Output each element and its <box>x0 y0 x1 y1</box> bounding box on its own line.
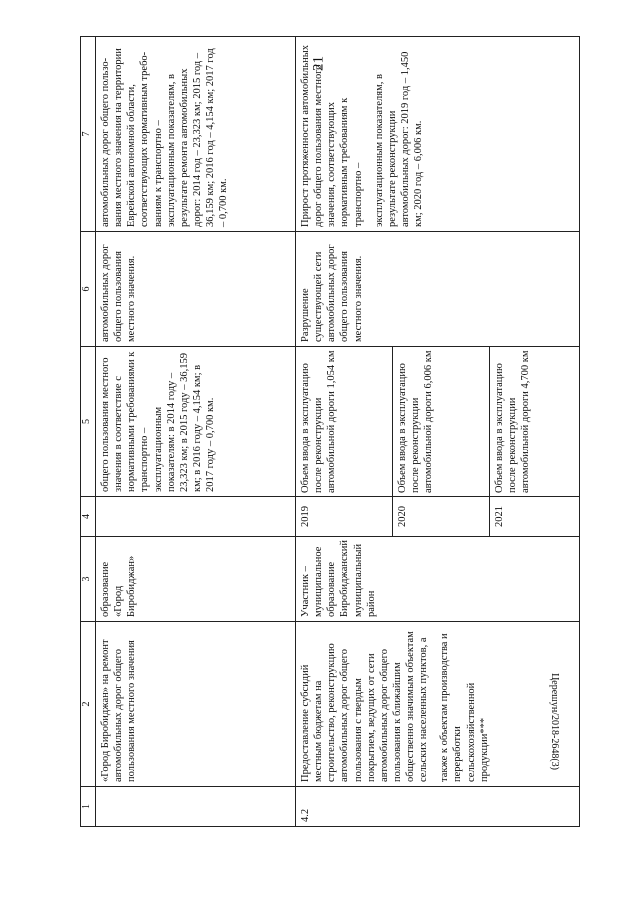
row1-year <box>96 497 296 537</box>
rotated-table-page <box>80 37 580 827</box>
row2-activity <box>296 622 580 787</box>
row2-activity-part1: Предоставление субсидий местным бюджетам на строительство, реконструкцию автомобильных дорог общего пользования с твердым покрытием, ведущих от сети автомобильных дорог общего пользования к ближайшим общественно значимым объектам сельских населенных пунктов, а <box>300 631 430 782</box>
row1-activity: «Город Биробиджан» на ремонт автомобильных дорог общего пользования местного значения <box>96 622 296 787</box>
row1-indicator: автомобильных дорог общего пользо-вания местного значения на территории Еврейской автономной области, соответствующих нормативным требо-ваниям к транспортно – эксплуатационным показателям, в результате ремонта автомобильных дорог: 2014 год – 23,323 км; 2015 год – 36,159 км; 2016 год – 4,154 км; 2017 год – 0,700 км. <box>96 37 296 232</box>
header-col-5: 5 <box>81 347 96 497</box>
result-2019: Объем ввода в эксплуатацию после реконструкции автомобильной дороги 1,054 км <box>296 347 393 496</box>
header-col-2: 2 <box>81 622 96 787</box>
table-row <box>296 37 580 827</box>
row2-activity-part2: также к объектам производства и переработки сельскохозяйственной продукции*** <box>439 633 490 782</box>
row2-results <box>296 347 580 497</box>
row2-consequence: Разрушение существующей сети автомобильных дорог общего пользования местного значения. <box>296 232 580 347</box>
program-table <box>80 36 580 827</box>
header-col-3: 3 <box>81 537 96 622</box>
year-2020: 2020 <box>393 497 490 536</box>
row2-indicator <box>296 37 580 232</box>
row1-executor: образование «Город Биробиджан» <box>96 537 296 622</box>
row1-consequence: автомобильных дорог общего пользования местного значения. <box>96 232 296 347</box>
row2-number: 4.2 <box>296 787 580 827</box>
year-2019: 2019 <box>296 497 393 536</box>
result-2021: Объем ввода в эксплуатацию после реконструкции автомобильной дороги 4,700 км <box>494 350 532 493</box>
page-number: 21 <box>310 56 327 71</box>
footer-code: Церешун/2018-2648(3) <box>549 673 560 770</box>
row2-indicator-part1: Прирост протяженности автомобильных дорог общего пользования местного значения, соответствующих нормативным требованиям к транспортно – <box>300 44 364 227</box>
row1-number <box>96 787 296 827</box>
row2-years <box>296 497 580 537</box>
header-col-1: 1 <box>81 787 96 827</box>
table-row <box>96 37 296 827</box>
header-col-4: 4 <box>81 497 96 537</box>
row1-result: общего пользования местного значения в соответствие с нормативными требованиями к транспортно – эксплуатационным показателям: в 2014 году – 23,323 км; в 2015 году – 36,159 км; в 2016 году – 4,154 км; в 2017 году – 0,700 км. <box>96 347 296 497</box>
year-2021: 2021 <box>494 506 505 527</box>
row2-indicator-part2: эксплуатационным показателям, в результате реконструкции автомобильных дорог: 2019 год – 1,450 км; 2020 год – 6,006 км. <box>373 51 424 227</box>
row2-executor: Участник – муниципальное образование Биробиджанский муниципальный район <box>296 537 580 622</box>
header-row <box>81 37 96 827</box>
result-2020: Объем ввода в эксплуатацию после реконструкции автомобильной дороги 6,006 км <box>393 347 490 496</box>
header-col-7: 7 <box>81 37 96 232</box>
header-col-6: 6 <box>81 232 96 347</box>
